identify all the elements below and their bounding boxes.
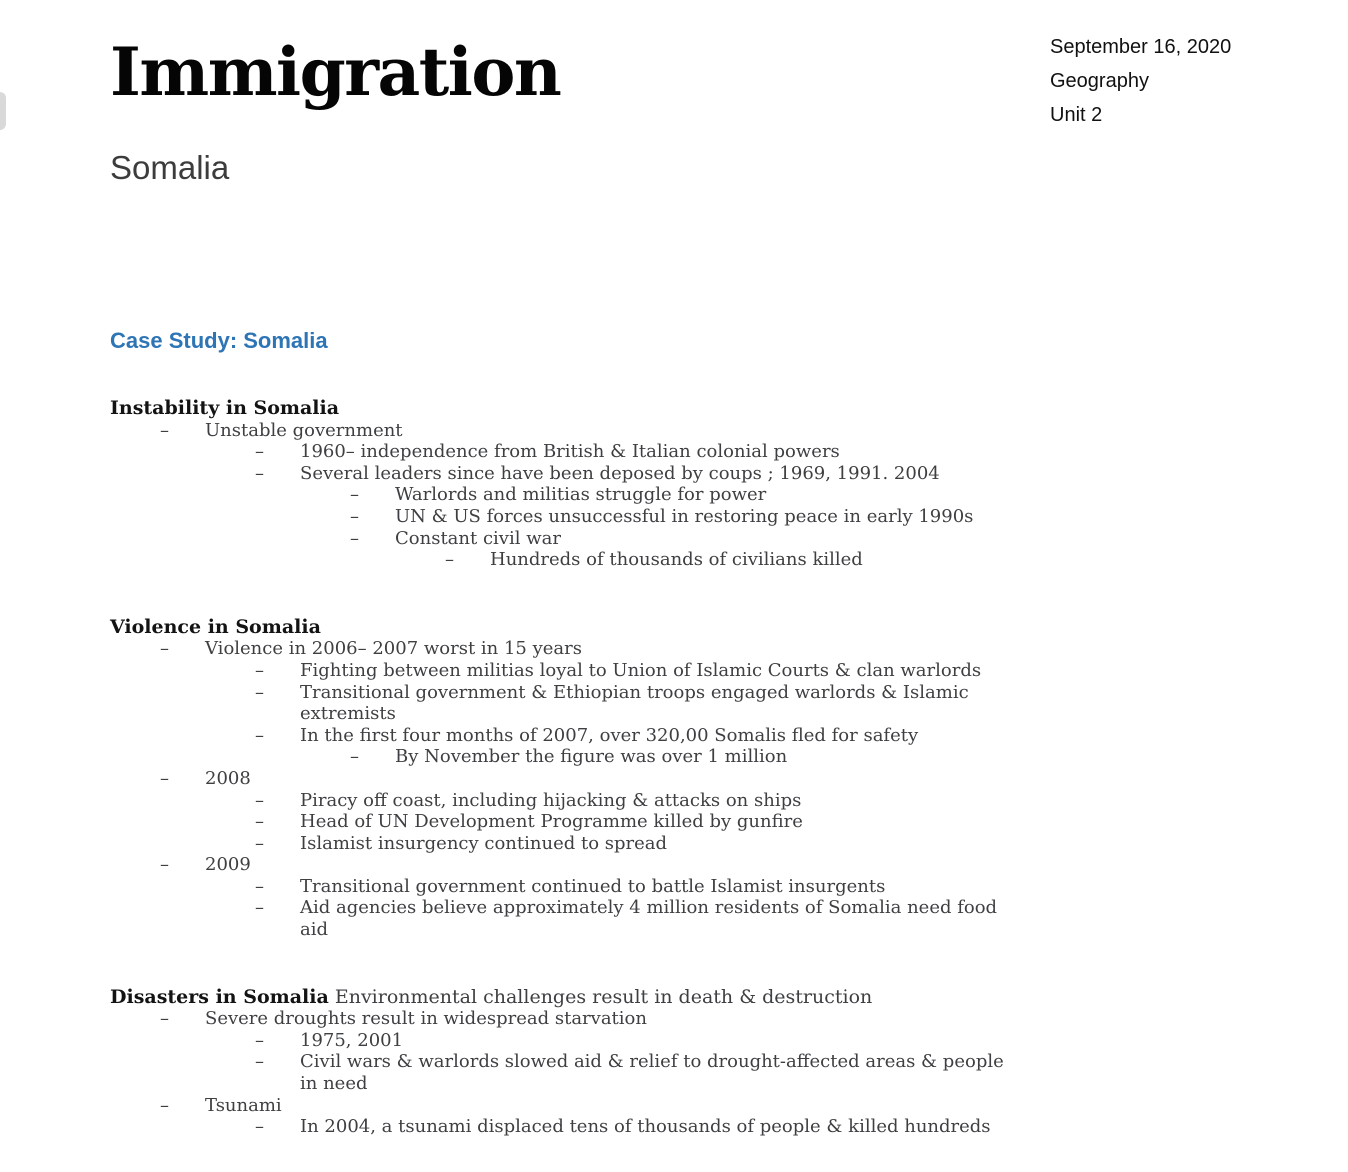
dash-bullet: – (350, 746, 359, 768)
dash-bullet: – (160, 1008, 169, 1030)
page-subtitle: Somalia (110, 149, 230, 186)
list-item-text: Transitional government continued to battle Islamist insurgents (300, 875, 886, 897)
list-item-text: Aid agencies believe approximately 4 million residents of Somalia need food aid (300, 897, 998, 941)
list-item-text: Piracy off coast, including hijacking & attacks on ships (300, 789, 802, 811)
dash-bullet: – (255, 724, 264, 746)
dash-bullet: – (255, 1116, 264, 1138)
case-study-heading: Case Study: Somalia (110, 328, 328, 353)
dash-bullet: – (255, 659, 264, 681)
list-item-text: Severe droughts result in widespread starvation (205, 1008, 647, 1030)
list-item (110, 790, 1015, 812)
list-item (110, 420, 1015, 442)
page-title: Immigration (110, 33, 561, 111)
section-heading-text: Instability in Somalia (110, 397, 340, 419)
list-item-text: 2009 (205, 854, 251, 876)
section-heading (110, 617, 1015, 639)
list-item-text: Islamist insurgency continued to spread (300, 832, 668, 854)
section-heading (110, 987, 1015, 1009)
list-item (110, 441, 1015, 463)
document-meta (1050, 30, 1231, 132)
list-item-text: Constant civil war (395, 527, 561, 549)
dash-bullet: – (160, 638, 169, 660)
dash-bullet: – (445, 549, 454, 571)
list-item-text: Fighting between militias loyal to Union of Islamic Courts & clan warlords (300, 659, 982, 681)
dash-bullet: – (255, 897, 264, 919)
dash-bullet: – (350, 484, 359, 506)
list-item (110, 833, 1015, 855)
meta-date: September 16, 2020 (1050, 36, 1232, 58)
dash-bullet: – (160, 854, 169, 876)
list-item-text: By November the figure was over 1 million (395, 746, 788, 768)
list-item-text: Tsunami (205, 1094, 282, 1116)
list-item-text: Hundreds of thousands of civilians killed (490, 549, 863, 571)
section-heading-suffix: Environmental challenges result in death & destruction (328, 985, 873, 1008)
section-heading-text: Violence in Somalia (110, 615, 321, 638)
list-item (110, 506, 1015, 528)
document-section (110, 398, 1015, 571)
dash-bullet: – (255, 462, 264, 484)
page-edge-artifact (0, 92, 6, 130)
list-item (110, 725, 1015, 747)
list-item (110, 1008, 1015, 1030)
list-item (110, 549, 1015, 571)
list-item (110, 1051, 1015, 1094)
list-item-text: 1975, 2001 (300, 1029, 404, 1051)
dash-bullet: – (255, 789, 264, 811)
dash-bullet: – (160, 1094, 169, 1116)
list-item (110, 768, 1015, 790)
list-item-text: Civil wars & warlords slowed aid & relief to drought-affected areas & people in need (300, 1051, 1004, 1095)
list-item (110, 528, 1015, 550)
list-item (110, 1030, 1015, 1052)
dash-bullet: – (350, 505, 359, 527)
document-section (110, 617, 1015, 941)
list-item (110, 484, 1015, 506)
meta-subject: Geography (1050, 70, 1149, 92)
list-item-text: 2008 (205, 767, 251, 789)
list-item (110, 1116, 1015, 1138)
list-item-text: In the first four months of 2007, over 320,00 Somalis fled for safety (300, 724, 919, 746)
list-item (110, 1095, 1015, 1117)
list-item (110, 876, 1015, 898)
document-section (110, 987, 1015, 1138)
dash-bullet: – (255, 1029, 264, 1051)
section-heading (110, 398, 1015, 420)
list-item (110, 682, 1015, 725)
list-item-text: Head of UN Development Programme killed by gunfire (300, 811, 803, 833)
list-item-text: Violence in 2006– 2007 worst in 15 years (205, 638, 582, 660)
dash-bullet: – (255, 1051, 264, 1073)
dash-bullet: – (350, 527, 359, 549)
list-item (110, 638, 1015, 660)
list-item (110, 811, 1015, 833)
list-item (110, 854, 1015, 876)
list-item (110, 746, 1015, 768)
dash-bullet: – (255, 811, 264, 833)
sections-container (110, 398, 1015, 1138)
list-item (110, 463, 1015, 485)
dash-bullet: – (255, 681, 264, 703)
dash-bullet: – (160, 419, 169, 441)
list-item-text: 1960– independence from British & Italian colonial powers (300, 441, 840, 463)
list-item-text: Unstable government (205, 419, 403, 441)
list-item (110, 897, 1015, 940)
list-item-text: Several leaders since have been deposed by coups ; 1969, 1991. 2004 (300, 462, 940, 484)
document-body (110, 32, 1015, 1138)
list-item-text: In 2004, a tsunami displaced tens of thousands of people & killed hundreds (300, 1116, 991, 1138)
dash-bullet: – (255, 832, 264, 854)
list-item-text: Warlords and militias struggle for power (395, 484, 767, 506)
meta-unit: Unit 2 (1050, 104, 1103, 126)
list-item (110, 660, 1015, 682)
list-item-text: UN & US forces unsuccessful in restoring peace in early 1990s (395, 505, 974, 527)
list-item-text: Transitional government & Ethiopian troops engaged warlords & Islamic extremists (300, 681, 969, 725)
dash-bullet: – (160, 767, 169, 789)
section-heading-text: Disasters in Somalia (110, 985, 329, 1008)
dash-bullet: – (255, 875, 264, 897)
dash-bullet: – (255, 441, 264, 463)
